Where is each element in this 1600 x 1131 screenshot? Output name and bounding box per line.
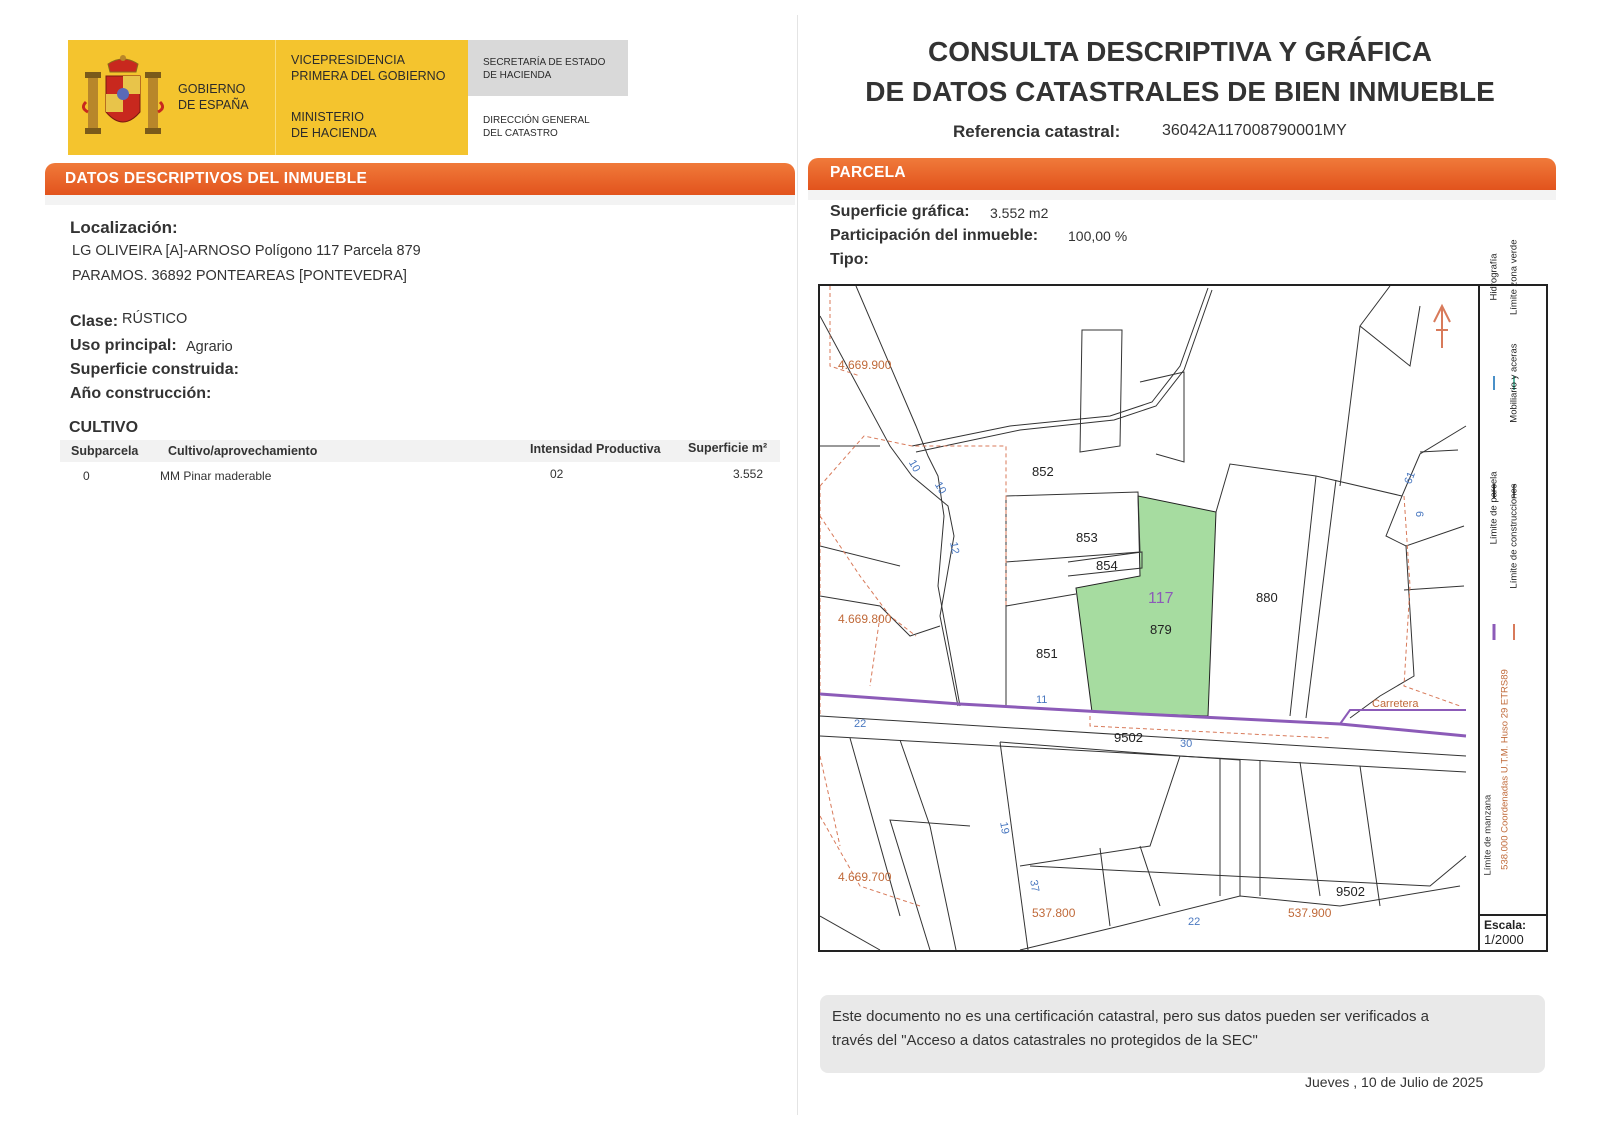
north-arrow-icon: [1434, 306, 1450, 348]
uso-principal-label: Uso principal:: [70, 337, 177, 354]
parcela-banner: [808, 158, 1556, 190]
disclaimer-note: [820, 995, 1545, 1073]
superficie-grafica-value: 3.552 m2: [990, 205, 1049, 221]
page-divider: [797, 15, 798, 1115]
scale-value: 1/2000: [1484, 932, 1524, 947]
datos-descriptivos-banner: [45, 163, 795, 195]
col-superficie: Superficie m²: [688, 441, 768, 455]
coord-label: 537.900: [1288, 906, 1332, 920]
street-number: 10: [905, 457, 923, 475]
parcel-label: 853: [1076, 530, 1098, 545]
ministerio-line1: MINISTERIO: [291, 110, 364, 124]
coord-label: 4.669.900: [838, 358, 892, 372]
parcel-label: 9502: [1336, 884, 1365, 899]
secretaria-line2: DE HACIENDA: [483, 70, 552, 81]
ref-catastral-label: Referencia catastral:: [953, 122, 1121, 141]
localizacion-line1: LG OLIVEIRA [A]-ARNOSO Polígono 117 Parcela 879: [72, 243, 421, 259]
col-cultivo: Cultivo/aprovechamiento: [168, 444, 318, 458]
direccion-line2: DEL CATASTRO: [483, 128, 558, 139]
street-number: 22: [854, 718, 867, 730]
secretaria-line1: SECRETARÍA DE ESTADO: [483, 57, 606, 68]
parcel-label: 880: [1256, 590, 1278, 605]
map-legend: [1478, 239, 1546, 914]
legend-mobiliario: Mobiliario y aceras: [1508, 343, 1520, 423]
street-number: 19: [997, 820, 1012, 836]
coord-label: 4.669.700: [838, 870, 892, 884]
document-title-line1: CONSULTA DESCRIPTIVA Y GRÁFICA: [927, 36, 1433, 67]
street-number: 12: [947, 540, 962, 556]
banner-shadow: [45, 195, 795, 205]
tipo-label: Tipo:: [830, 251, 869, 268]
ref-catastral-value: 36042A117008790001MY: [1162, 122, 1347, 139]
coord-label: 4.669.800: [838, 612, 892, 626]
disclaimer-line2: través del "Acceso a datos catastrales no protegidos de la SEC": [832, 1032, 1258, 1049]
participacion-label: Participación del inmueble:: [830, 227, 1039, 244]
gobierno-line1: GOBIERNO: [178, 82, 246, 96]
superficie-grafica-label: Superficie gráfica:: [830, 203, 970, 220]
legend-zona-verde: Límite zona verde: [1508, 239, 1520, 316]
coord-system-label: 538.000 Coordenadas U.T.M. Huso 29 ETRS89: [1499, 669, 1511, 870]
ministerio-line2: DE HACIENDA: [291, 126, 377, 140]
parcel-label: 854: [1096, 558, 1118, 573]
cell-subparcela: 0: [83, 469, 90, 483]
parcel-879-shape[interactable]: [1076, 496, 1216, 716]
street-number: 11: [1036, 694, 1048, 706]
road-label: Carretera: [1372, 698, 1419, 710]
datos-descriptivos-title: DATOS DESCRIPTIVOS DEL INMUEBLE: [65, 170, 368, 187]
clase-label: Clase:: [70, 313, 119, 330]
col-intensidad: Intensidad Productiva: [530, 442, 661, 456]
banner-shadow: [808, 190, 1556, 200]
polygon-label: 117: [1148, 590, 1174, 607]
coat-of-arms-icon: [82, 52, 164, 142]
parcel-label: 879: [1150, 622, 1172, 637]
scale-label: Escala:: [1484, 918, 1527, 932]
participacion-value: 100,00 %: [1068, 228, 1128, 244]
anio-construccion-label: Año construcción:: [70, 385, 212, 402]
street-number: 6: [1413, 510, 1426, 518]
gobierno-line2: DE ESPAÑA: [178, 98, 249, 112]
localizacion-label: Localización:: [70, 218, 178, 237]
superficie-construida-label: Superficie construida:: [70, 361, 239, 378]
legend-parcela: Límite de parcela: [1488, 471, 1500, 545]
clase-value: RÚSTICO: [122, 311, 188, 327]
vicepresidencia-line1: VICEPRESIDENCIA: [291, 53, 405, 67]
map-drawing: [820, 286, 1480, 950]
cell-intensidad: 02: [550, 467, 564, 481]
cell-superficie: 3.552: [733, 467, 764, 481]
street-number: 37: [1027, 878, 1042, 894]
document-date: Jueves , 10 de Julio de 2025: [1305, 1074, 1484, 1090]
map-scale: [1478, 914, 1546, 950]
parcel-label: 852: [1032, 464, 1054, 479]
parcel-label: 851: [1036, 646, 1058, 661]
cadastral-map[interactable]: [818, 284, 1548, 952]
vicepresidencia-line2: PRIMERA DEL GOBIERNO: [291, 69, 446, 83]
legend-manzana: Límite de manzana: [1482, 794, 1494, 876]
cultivo-heading: CULTIVO: [69, 419, 139, 436]
parcel-label: 9502: [1114, 730, 1143, 745]
col-subparcela: Subparcela: [71, 444, 139, 458]
uso-principal-value: Agrario: [186, 339, 233, 355]
disclaimer-line1: Este documento no es una certificación catastral, pero sus datos pueden ser verificados a: [832, 1008, 1430, 1025]
street-number: 61: [1402, 470, 1418, 486]
localizacion-line2: PARAMOS. 36892 PONTEAREAS [PONTEVEDRA]: [72, 268, 407, 284]
street-number: 22: [1188, 916, 1201, 928]
street-number: 10: [931, 479, 949, 497]
cell-cultivo: MM Pinar maderable: [160, 469, 272, 483]
direccion-line1: DIRECCIÓN GENERAL: [483, 115, 590, 126]
legend-hidrografia: Hidrografía: [1488, 253, 1500, 301]
coord-label: 537.800: [1032, 906, 1076, 920]
document-title-line2: DE DATOS CATASTRALES DE BIEN INMUEBLE: [865, 76, 1495, 107]
street-number: 30: [1180, 738, 1193, 750]
legend-construcciones: Límite de construcciones: [1508, 483, 1520, 589]
header-separator: [275, 40, 276, 155]
parcela-title: PARCELA: [830, 164, 906, 181]
